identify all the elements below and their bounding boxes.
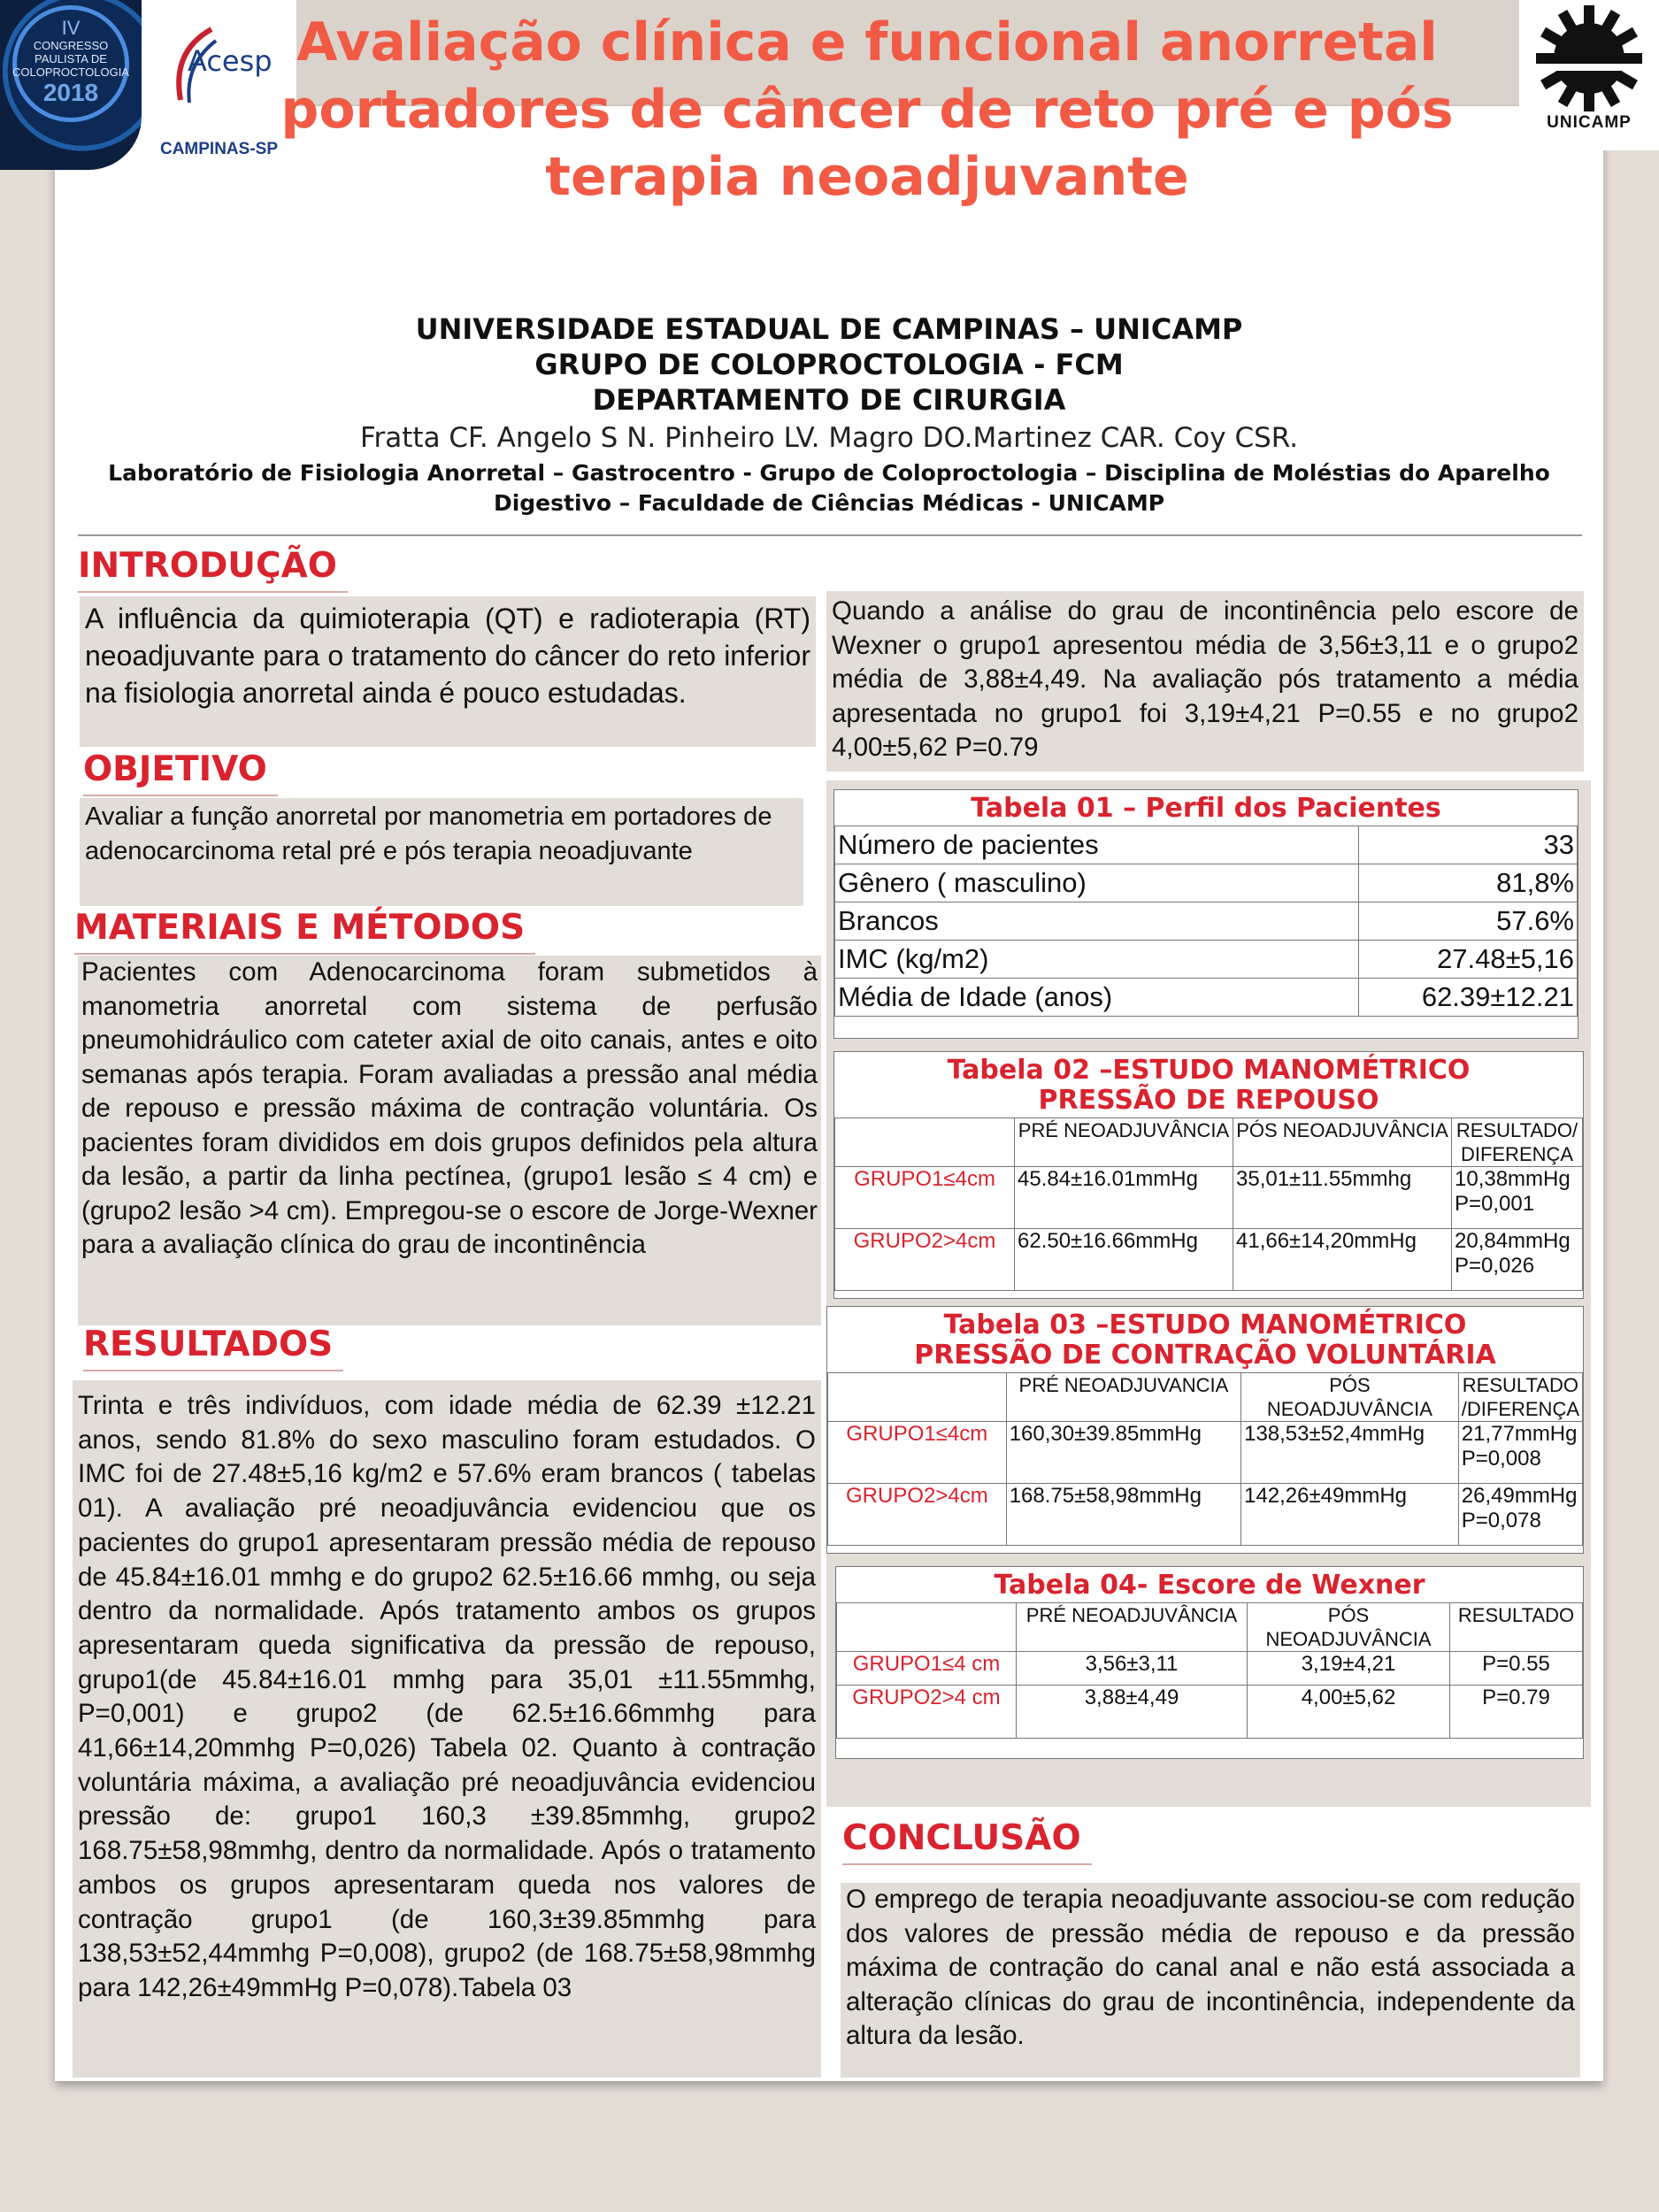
group-line: GRUPO DE COLOPROCTOLOGIA - FCM <box>534 348 1124 381</box>
institution-line: UNIVERSIDADE ESTADUAL DE CAMPINAS – UNICAMP <box>415 312 1243 346</box>
methods-text: Pacientes com Adenocarcinoma foram submetidos à manometria anorretal com sistema de perfusão pneumohidráulico com cateter axial de oito canais, antes e oito semanas após terapia. Foram avaliadas a pressão anal média de repouso e pressão máxima de contração voluntária. Os pacientes foram divididos em dois grupos definidos pela altura da lesão, a partir da linha pectínea, (grupo1 lesão ≤ 4 cm) e (grupo2 lesão >4 cm). Empregou-se o escore de Jorge-Wexner para a avaliação clínica do grau de incontinência <box>78 956 821 1325</box>
affiliation-block <box>55 311 1603 518</box>
table-03-caption: Tabela 03 –ESTUDO MANOMÉTRICO PRESSÃO DE CONTRAÇÃO VOLUNTÁRIA <box>914 1310 1496 1371</box>
conclusion-heading: CONCLUSÃO <box>842 1818 1081 1858</box>
table-row: Brancos 57.6% <box>835 902 1578 941</box>
congress-logo-text: IV CONGRESSO PAULISTA DE COLOPROCTOLOGIA 2018 <box>12 17 129 106</box>
results-heading: RESULTADOS <box>83 1325 334 1364</box>
conclusion-text: O emprego de terapia neoadjuvante associou-se com redução dos valores de pressão média de repouso e da pressão máxima de contração do canal anal e não está associada a alteração clínicas do grau de incontinência, independente da altura da lesão. <box>841 1883 1580 2078</box>
wexner-text: Quando a análise do grau de incontinência pelo escore de Wexner o grupo1 apresentou média de 3,56±3,11 e o grupo2 média de 3,88±4,49. Na avaliação pós tratamento a média apresentada no grupo1 foi 3,19±4,21 P=0.55 e no grupo2 4,00±5,62 P=0.79 <box>826 591 1584 772</box>
table-01-caption: Tabela 01 – Perfil dos Pacientes <box>971 793 1441 824</box>
results-text: Trinta e três indivíduos, com idade média de 62.39 ±12.21 anos, sendo 81.8% do sexo masculino foram estudados. O IMC foi de 27.48±5,16 kg/m2 e 57.6% eram brancos ( tabelas 01). A avaliação pré neoadjuvância evidenciou que os pacientes do grupo1 apresentaram pressão média de repouso de 45.84±16.01 mmhg e do grupo2 62.5±16.66 mmhg, ou seja dentro da normalidade. Após tratamento ambos os grupos apresentaram queda significativa da pressão de repouso, grupo1(de 45.84±16.01 mmhg para 35,01 ±11.55mmhg, P=0,001) e grupo2 (de 62.5±16.66mmhg para 41,66±14,20mmhg P=0,026) Tabela 02. Quanto à contração voluntária máxima, a avaliação pré neoadjuvância evidenciou pressão de: grupo1 160,3 ±39.85mmhg, grupo2 168.75±58,98mmhg, dentro da normalidade. Após o tratamento ambos os grupos apresentaram queda nos valores de contração grupo1 (de 160,3±39.85mmhg para 138,53±52,44mmhg P=0,008), grupo2 (de 168.75±58,98mmhg para 142,26±49mmHg P=0,078).Tabela 03 <box>73 1380 821 2078</box>
poster-title: Avaliação clínica e funcional anorretal portadores de câncer de reto pré e pós terapia neoadjuvante <box>280 12 1454 208</box>
objective-text: Avaliar a função anorretal por manometria em portadores de adenocarcinoma retal pré e pós terapia neoadjuvante <box>80 798 803 906</box>
table-02-caption: Tabela 02 –ESTUDO MANOMÉTRICO PRESSÃO DE REPOUSO <box>947 1055 1471 1116</box>
laboratory-line: Laboratório de Fisiologia Anorretal – Gastrocentro - Grupo de Coloproctologia – Disciplina de Moléstias do Aparelho Digestivo – Faculdade de Ciências Médicas - UNICAMP <box>108 460 1550 516</box>
table-04 <box>835 1566 1584 1759</box>
unicamp-wordmark: UNICAMP <box>1547 113 1632 132</box>
objective-heading: OBJETIVO <box>83 749 267 789</box>
table-row: GRUPO1≤4cm 45.84±16.01mmHg 35,01±11.55mmhg 10,38mmHg P=0,001 <box>835 1167 1583 1229</box>
authors-line: Fratta CF. Angelo S N. Pinheiro LV. Magro DO.Martinez CAR. Coy CSR. <box>359 422 1299 454</box>
congress-logo <box>0 0 142 170</box>
table-03 <box>826 1306 1584 1554</box>
table-row: GRUPO2>4 cm 3,88±4,49 4,00±5,62 P=0.79 <box>837 1686 1583 1739</box>
table-row: GRUPO1≤4 cm 3,56±3,11 3,19±4,21 P=0.55 <box>837 1652 1583 1686</box>
svg-text:Acesp: Acesp <box>188 44 273 78</box>
table-row: IMC (kg/m2) 27.48±5,16 <box>835 941 1578 979</box>
unicamp-logo <box>1519 0 1659 150</box>
table-row: Número de pacientes 33 <box>835 826 1578 864</box>
table-01 <box>833 789 1578 1039</box>
table-02 <box>833 1051 1584 1299</box>
header-divider <box>78 534 1582 536</box>
table-04-caption: Tabela 04- Escore de Wexner <box>994 1570 1425 1601</box>
table-row: GRUPO2>4cm 168.75±58,98mmHg 142,26±49mmHg 26,49mmHg P=0,078 <box>828 1484 1583 1546</box>
intro-heading: INTRODUÇÃO <box>78 546 337 586</box>
table-row: GRUPO2>4cm 62.50±16.66mmHg 41,66±14,20mmHg 20,84mmHg P=0,026 <box>835 1229 1583 1291</box>
intro-text: A influência da quimioterapia (QT) e radioterapia (RT) neoadjuvante para o tratamento do câncer do reto inferior na fisiologia anorretal ainda é pouco estudadas. <box>80 596 816 747</box>
table-row: Média de Idade (anos) 62.39±12.21 <box>835 979 1578 1017</box>
department-line: DEPARTAMENTO DE CIRURGIA <box>592 383 1066 417</box>
table-header-row: PRÉ NEOADJUVANCIA PÓS NEOADJUVÂNCIA RESULTADO /DIFERENÇA <box>828 1373 1583 1422</box>
methods-heading: MATERIAIS E MÉTODOS <box>74 908 526 948</box>
table-header-row: PRÉ NEOADJUVÂNCIA PÓS NEOADJUVÂNCIA RESULTADO/ DIFERENÇA <box>835 1118 1583 1167</box>
unicamp-logo-mark <box>1519 0 1659 113</box>
table-row: GRUPO1≤4cm 160,30±39.85mmHg 138,53±52,4mmHg 21,77mmHg P=0,008 <box>828 1422 1583 1484</box>
table-header-row: PRÉ NEOADJUVÂNCIA PÓS NEOADJUVÂNCIA RESULTADO <box>837 1603 1583 1652</box>
acesp-city: CAMPINAS-SP <box>159 140 278 158</box>
table-row: Gênero ( masculino) 81,8% <box>835 864 1578 902</box>
